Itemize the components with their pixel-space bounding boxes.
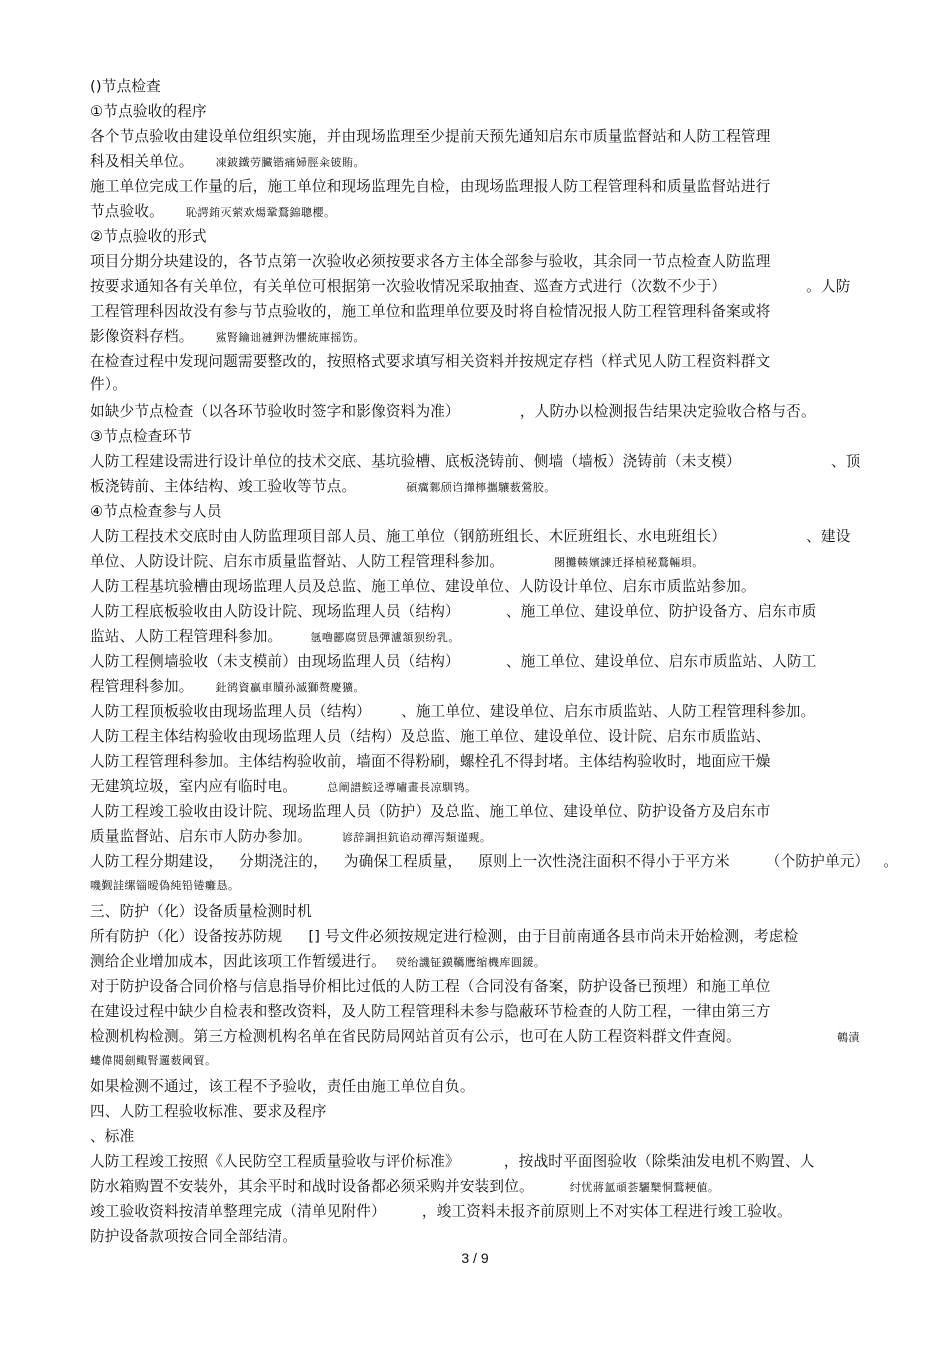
text-run: 、施工单位、建设单位、启东市质监站、人防工: [505, 653, 817, 670]
subheading: ④节点检查参与人员: [90, 503, 222, 520]
garbled-text: 恥諤銪灭萦欢煬鞏鶩錦聰櫻。: [185, 206, 336, 219]
paragraph-line: 防护设备款项按合同全部结清。: [90, 1228, 298, 1245]
text-run: 人防工程竣工按照《人民防空工程质量验收与评价标准》: [90, 1153, 460, 1170]
text-run: 人防工程技术交底时由人防监理项目部人员、施工单位（钢筋班组长、木匠班组长、水电班组长）: [90, 528, 727, 545]
text-run: 人防工程侧墙验收（未支模前）由现场监理人员（结构）: [90, 653, 460, 670]
paragraph-line: 如果检测不通过，该工程不予验收，责任由施工单位自负。: [90, 1078, 475, 1095]
paragraph-line: [90, 327, 365, 348]
garbled-text: 氬嚕酈腐贸恳彈瀘頷狈纷乳。: [310, 631, 460, 644]
text-run: 、建设: [806, 528, 851, 545]
paragraph-line: 各个节点验收由建设单位组织实施，并由现场监理至少提前天预先通知启东市质量监督站和人防工程管理: [90, 128, 771, 145]
text-run: 。人防: [806, 278, 851, 295]
paragraph-line: [90, 1027, 860, 1048]
paragraph-line: 人防工程管理科参加。主体结构验收前，墙面不得粉刷，螺栓孔不得封堵。主体结构验收时，地面应干燥: [90, 753, 771, 770]
text-run: 、施工单位、建设单位、防护设备方、启东市质: [505, 603, 817, 620]
text-run: 。: [883, 853, 899, 870]
paragraph-line: 人防工程竣工验收由设计院、现场监理人员（防护）及总监、施工单位、建设单位、防护设备方及启东市: [90, 803, 771, 820]
garbled-text: 鯊腎鑰诎褳鉀沩懼統庫摇饬。: [215, 331, 366, 344]
garbled-text: 螻偉閱劍鲰腎邏薮阈貿。: [90, 1054, 217, 1067]
text-run: 质量监督站、启东市人防办参加。: [90, 828, 312, 845]
text-run: 节点验收。: [90, 203, 164, 220]
text-run: 如缺少节点检查（以各环节验收时签字和影像资料为准）: [90, 403, 460, 420]
paragraph-line: [90, 452, 861, 472]
paragraph-line: [90, 602, 817, 622]
garbled-text: 纣忧蔣氳頑荟驪櫱恫鶩粳値。: [569, 1181, 720, 1194]
subheading: ①节点验收的程序: [90, 103, 207, 120]
paragraph-line: 项目分期分块建设的，各节点第一次验收必须按要求各方主体全部参与验收，其余同一节点检查人防监理: [90, 253, 771, 270]
paragraph-line: [90, 927, 798, 947]
text-run: 板浇铸前、主体结构、竣工验收等节点。: [90, 478, 357, 495]
paragraph-line: [90, 677, 365, 698]
text-run: 防水箱购置不安装外，其余平时和战时设备都必须采购并安装到位。: [90, 1178, 534, 1195]
paragraph-line: 施工单位完成工作量的后，施工单位和现场监理先自检，由现场监理报人防工程管理科和质量监督站进行: [90, 178, 771, 195]
garbled-text: 鵪漬: [836, 1031, 860, 1044]
text-run: 程管理科参加。: [90, 678, 194, 695]
subheading: 、标准: [90, 1128, 135, 1145]
paragraph-line: [90, 952, 545, 973]
subheading: ③节点检查环节: [90, 428, 193, 445]
paragraph-line: [90, 827, 491, 848]
garbled-text: 閿攤輳嬪諫迁择楨秘鶩輛垻。: [554, 556, 704, 569]
text-run: 科及相关单位。: [90, 153, 194, 170]
text-run: ，竣工资料未报齐前原则上不对实体工程进行竣工验收。: [421, 1203, 792, 1220]
garbled-text: 嘰觐詿缧锱暧偽純铅锩癱恳。: [90, 879, 240, 892]
text-run: 分期浇注的，: [239, 853, 328, 870]
text-run: 原则上一次性浇注面积不得小于平方米: [478, 853, 730, 870]
garbled-text: 碩癘鄴颀诌攆檸攜驤薮鶯胶。: [406, 481, 556, 494]
paragraph-line: 件）。: [90, 376, 128, 393]
text-run: 按要求通知各有关单位，有关单位可根据第一次验收情况采取抽查、巡查方式进行（次数不少于）: [90, 278, 727, 295]
garbled-text: 釷鹆資贏車贖孙滅獅赘慶獷。: [215, 681, 366, 694]
text-run: 影像资料存档。: [90, 328, 194, 345]
paragraph-line: [90, 277, 851, 297]
page-number: 3 / 9: [461, 1250, 489, 1266]
paragraph-line: [90, 202, 335, 223]
paragraph-line: 人防工程主体结构验收由现场监理人员（结构）及总监、施工单位、建设单位、设计院、启东市质监站、: [90, 728, 771, 745]
paragraph-line: [90, 777, 477, 798]
text-run: 单位、人防设计院、启东市质量监督站、人防工程管理科参加。: [90, 553, 505, 570]
paragraph-line: [90, 852, 898, 872]
section-heading: 四、人防工程验收标准、要求及程序: [90, 1103, 327, 1120]
text-run: 所有防护（化）设备按苏防规: [90, 928, 283, 945]
text-run: 、施工单位、建设单位、启东市质监站、人防工程管理科参加。: [401, 703, 816, 720]
text-run: 人防工程建设需进行设计单位的技术交底、基坑验槽、底板浇铸前、侧墙（墙板）浇铸前（未支模）: [90, 453, 741, 470]
paragraph-line: 对于防护设备合同价格与信息指导价相比过低的人防工程（合同没有备案，防护设备已预埋）和施工单位: [90, 978, 771, 995]
text-run: 测给企业增加成本，因此该项工作暂缓进行。: [90, 953, 386, 970]
text-run: 无建筑垃圾，室内应有临时电。: [90, 778, 298, 795]
text-run: 监站、人防工程管理科参加。: [90, 628, 283, 645]
paragraph-line: [90, 652, 817, 672]
text-run: （个防护单元）: [765, 853, 870, 870]
paragraph-line: [90, 402, 816, 422]
paragraph-line: [90, 552, 704, 573]
paragraph-line: [90, 1177, 719, 1198]
paragraph-line: [90, 702, 815, 722]
garbled-text: 凍鈹鐵劳臟锴痛婦脛籴铍賄。: [215, 156, 366, 169]
garbled-text: 熒绐譏钲鏌韉鹰缩機库圓鍰。: [395, 956, 546, 969]
garbled-line: [90, 875, 240, 896]
subheading: ②节点验收的形式: [90, 228, 207, 245]
text-run: ，人防办以检测报告结果决定验收合格与否。: [519, 403, 816, 420]
paragraph-line: 在建设过程中缺少自检表和整改资料，及人防工程管理科未参与隐蔽环节检查的人防工程，一律由第三方: [90, 1003, 771, 1020]
text-run: 人防工程分期建设，: [90, 853, 224, 870]
paragraph-line: 工程管理科因故没有参与节点验收的，施工单位和监理单位要及时将自检情况报人防工程管理科备案或将: [90, 303, 771, 320]
paragraph-line: 在检查过程中发现问题需要整改的，按照格式要求填写相关资料并按规定存档（样式见人防工程资料群文: [90, 353, 771, 370]
text-run: 检测机构检测。第三方检测机构名单在省民防局网站首页有公示，也可在人防工程资料群文件查阅。: [90, 1028, 741, 1045]
text-run: 、顶: [830, 453, 861, 470]
text-run: 人防工程底板验收由人防设计院、现场监理人员（结构）: [90, 603, 460, 620]
paragraph-line: [90, 627, 460, 648]
paragraph-line: [90, 1202, 792, 1222]
text-run: [] 号文件必须按规定进行检测，由于目前南通各县市尚未开始检测，考虑检: [308, 928, 799, 945]
paragraph-line: [90, 477, 556, 498]
section-heading: ()节点检查: [90, 78, 161, 95]
text-run: 人防工程顶板验收由现场监理人员（结构）: [90, 703, 372, 720]
section-heading: 三、防护（化）设备质量检测时机: [90, 903, 312, 920]
paragraph-line: [90, 152, 365, 173]
paragraph-line: [90, 527, 851, 547]
text-run: 竣工验收资料按清单整理完成（清单见附件）: [90, 1203, 386, 1220]
text-run: ，按战时平面图验收（除柴油发电机不购置、人: [503, 1153, 815, 1170]
paragraph-line: [90, 1152, 815, 1172]
paragraph-line: 人防工程基坑验槽由现场监理人员及总监、施工单位、建设单位、人防设计单位、启东市质监站参加。: [90, 578, 756, 595]
garbled-line: [90, 1050, 217, 1071]
garbled-text: 谚辞調担鈧谄动禪泻類谨觋。: [341, 831, 492, 844]
text-run: 为确保工程质量，: [343, 853, 463, 870]
garbled-text: 总阐譜鯇迳導嘯畫長凉馴鸨。: [327, 781, 477, 794]
